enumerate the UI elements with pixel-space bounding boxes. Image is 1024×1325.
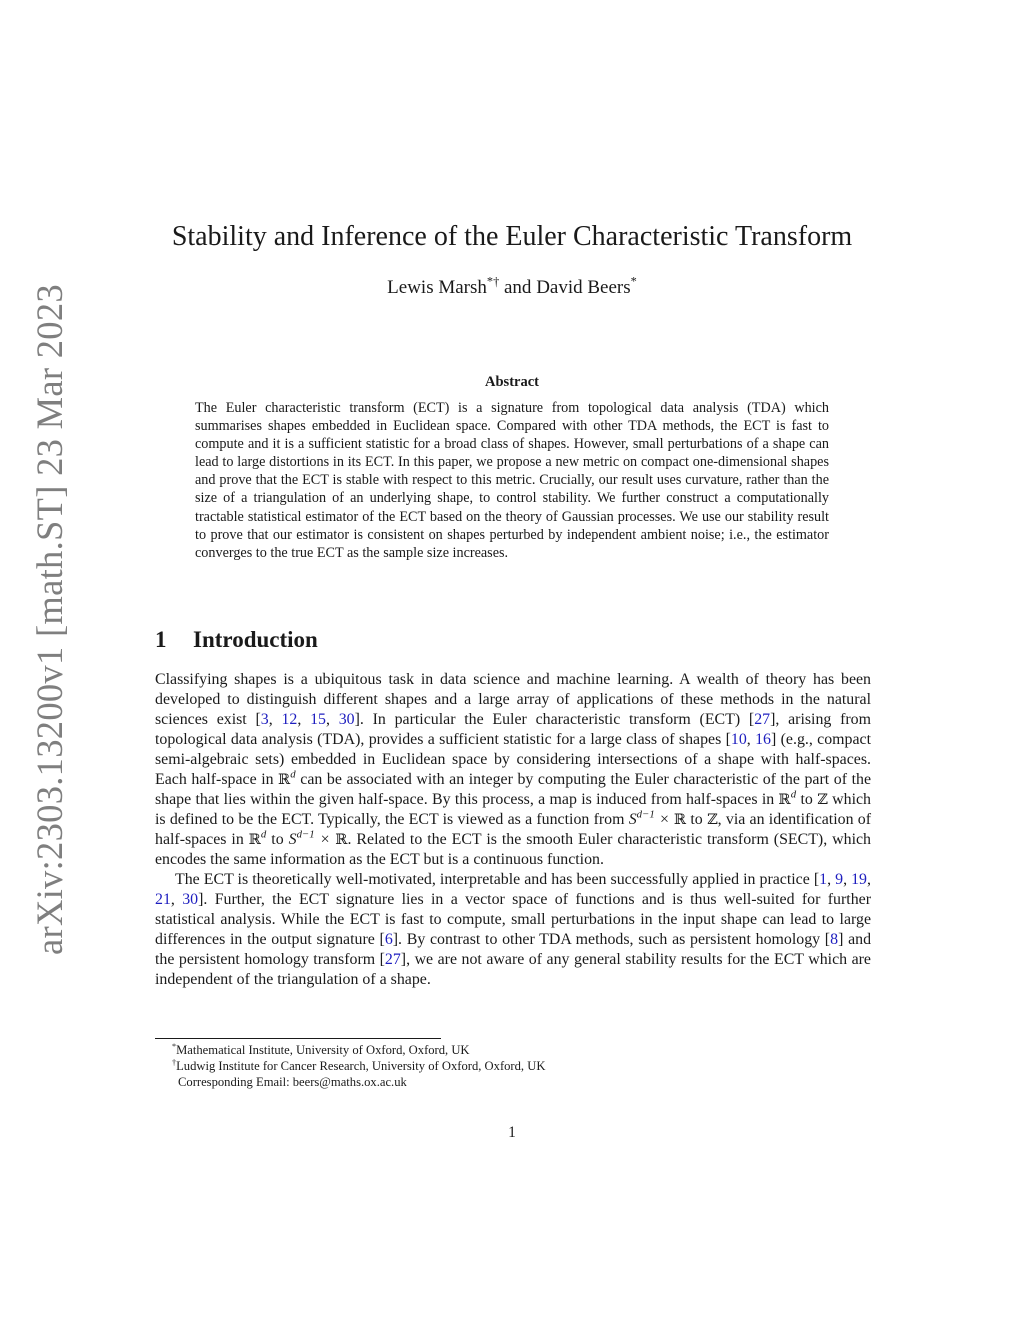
footnote-mark: * (172, 1041, 177, 1051)
citation-link[interactable]: 27 (384, 951, 401, 968)
math-expression: ℝ$^d$ (778, 788, 797, 808)
abstract-heading: Abstract (485, 374, 539, 390)
footnote-divider (155, 1038, 441, 1039)
footnote-email: Corresponding Email: beers@maths.ox.ac.uk (178, 1074, 407, 1089)
author-list (0, 276, 1024, 300)
math-expression: ℝ$^d$ (248, 828, 267, 848)
footnote-mark: † (172, 1057, 177, 1067)
author-conjunction: and (504, 277, 532, 298)
math-expression: ℤ (817, 791, 828, 808)
citation-link[interactable]: 16 (755, 731, 771, 748)
section-title: Introduction (193, 627, 318, 652)
footnotes (172, 1043, 545, 1090)
author-name: David Beers (536, 277, 631, 298)
section-heading (155, 627, 318, 653)
math-expression: $S^{d-1}$ × ℝ (628, 808, 687, 828)
math-expression: ℝ$^d$ (278, 768, 296, 788)
section-number: 1 (155, 627, 167, 652)
citation-link[interactable]: 8 (830, 931, 839, 948)
abstract-body: The Euler characteristic transform (ECT) is a signature from topological data analysis (TDA) which summarises shapes embedded in Euclidean space. Compared with other TDA methods, the ECT is fast to compute and it is a sufficient statistic for a broad class of shapes. However, small perturbations of a shape can lead to large distortions in its ECT. In this paper, we propose a new metric on compact one-dimensional shapes and prove that the ECT is stable with respect to this metric. Crucially, our result uses curvature, rather than the size of a triangulation of an underlying shape, to control stability. We further construct a computationally tractable statistical estimator of the ECT based on the theory of Gaussian processes. We use our stability result to prove that our estimator is consistent on shapes perturbed by independent ambient noise; i.e., the estimator converges to the true ECT as the sample size increases. (195, 400, 829, 561)
math-expression: ℤ (707, 811, 718, 828)
arxiv-identifier-stamp: arXiv:2303.13200v1 [math.ST] 23 Mar 2023 (29, 284, 70, 955)
paper-title: Stability and Inference of the Euler Characteristic Transform (171, 221, 853, 252)
introduction-body (155, 670, 871, 990)
author-affiliation-mark: *† (486, 274, 500, 289)
citation-link[interactable]: 30 (182, 891, 199, 908)
citation-link[interactable]: 1 (819, 871, 828, 888)
citation-link[interactable]: 3 (260, 711, 269, 728)
footnote: †Ludwig Institute for Cancer Research, University of Oxford, Oxford, UK (172, 1057, 546, 1073)
math-expression: $S^{d-1}$ × ℝ (288, 828, 348, 848)
citation-link[interactable]: 27 (754, 711, 771, 728)
citation-link[interactable]: 19 (851, 871, 867, 888)
citation-link[interactable]: 10 (730, 731, 747, 748)
author-name: Lewis Marsh (387, 277, 487, 298)
paragraph: The ECT is theoretically well-motivated, interpretable and has been successfully applied in practice [1, 9, 19, 21, 30]. Further, the ECT signature lies in a vector space of functions and is thus well-suited for further statistical analysis. While the ECT is fast to compute, small perturbations in the input shape can lead to large differences in the output signature [6]. By contrast to other TDA methods, such as persistent homology [8] and the persistent homology transform [27], we are not aware of any general stability results for the ECT which are independent of the triangulation of a shape. (155, 871, 872, 988)
citation-link[interactable]: 15 (310, 711, 326, 728)
citation-link[interactable]: 6 (384, 931, 393, 948)
citation-link[interactable]: 21 (155, 891, 171, 908)
author-affiliation-mark: * (630, 274, 637, 289)
footnote: *Mathematical Institute, University of Oxford, Oxford, UK (172, 1041, 470, 1057)
paragraph: Classifying shapes is a ubiquitous task in data science and machine learning. A wealth of theory has been developed to distinguish different shapes and a large array of applications of these methods in the natural sciences exist [3, 12, 15, 30]. In particular the Euler characteristic transform (ECT) [27], arising from topological data analysis (TDA), provides a sufficient statistic for a large class of shapes [10, 16] (e.g., compact semi-algebraic sets) embedded in Euclidean space by considering intersections of a shape with half-spaces. Each half-space in ℝ$^d$ can be associated with an integer by computing the Euler characteristic of the part of the shape that lies within the given half-space. By this process, a map is induced from half-spaces in ℝ$^d$ to ℤ which is defined to be the ECT. Typically, the ECT is viewed as a function from $S^{d-1}$ × ℝ to ℤ, via an identification of half-spaces in ℝ$^d$ to $S^{d-1}$ × ℝ. Related to the ECT is the smooth Euler characteristic transform (SECT), which encodes the same information as the ECT but is a continuous function. (155, 671, 872, 868)
citation-link[interactable]: 12 (281, 711, 298, 728)
citation-link[interactable]: 30 (338, 711, 355, 728)
citation-link[interactable]: 9 (835, 871, 844, 888)
page-number: 1 (508, 1124, 516, 1141)
